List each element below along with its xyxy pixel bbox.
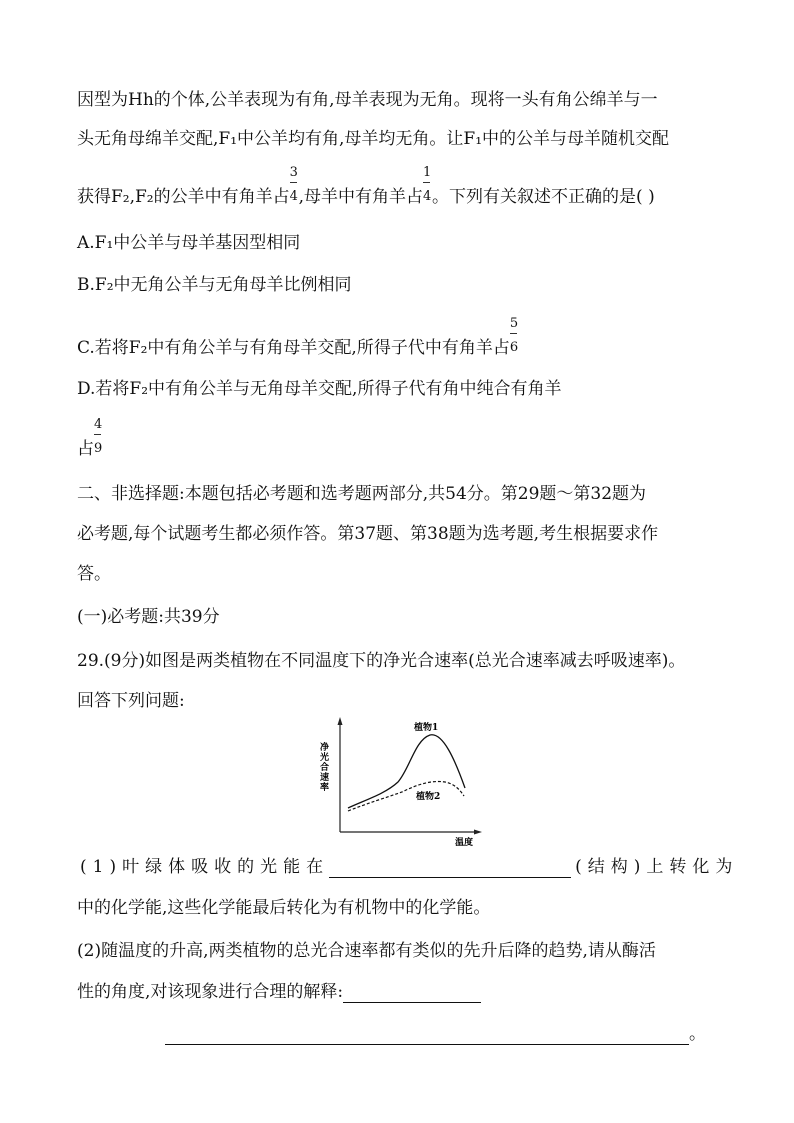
section2-line-3: 答。 (77, 564, 111, 584)
plant1-label: 植物1 (414, 723, 439, 733)
option-a: A.F₁中公羊与母羊基因型相同 (77, 233, 301, 253)
plant2-label: 植物2 (416, 792, 441, 802)
section2-line-2: 必考题,每个试题考生都必须作答。第37题、第38题为选考题,考生根据要求作 (77, 524, 659, 544)
fraction-one-quarter: $\frac{1}{4}$ (423, 165, 432, 204)
q29-part2-line-3: 。 (165, 1023, 706, 1045)
option-d: D.若将F₂中有角公羊与无角母羊交配,所得子代有角中纯合有角羊 (77, 379, 562, 399)
xlabel: 温度 (455, 838, 474, 848)
photosynthesis-temperature-figure (310, 712, 495, 852)
q29-part1-line-1: (1)叶绿体吸收的光能在 (结构)上转化为 (80, 857, 739, 877)
answer-blank-structure[interactable] (329, 859, 571, 878)
option-d-continued: 占 $\frac{4}{9}$ (77, 417, 103, 459)
q29-part2-line-1: (2)随温度的升高,两类植物的总光合速率都有类似的先升后降的趋势,请从酶活 (77, 941, 656, 961)
stem-text-c: 。下列有关叙述不正确的是( ) (432, 187, 655, 207)
fraction-three-quarters: $\frac{3}{4}$ (289, 165, 298, 204)
answer-blank-explanation-2[interactable] (165, 1026, 689, 1045)
q29-line-1: 29.(9分)如图是两类植物在不同温度下的净光合速率(总光合速率减去呼吸速率)。 (77, 651, 686, 671)
plant1-curve (348, 735, 465, 808)
question-stem-line-3 (77, 165, 655, 208)
ylabel-char-3: 合 (320, 763, 330, 773)
section2-subheading: (一)必考题:共39分 (77, 607, 220, 627)
stem-text-a: 获得F₂,F₂的公羊中有角羊占 (77, 187, 290, 207)
x-axis-arrow (474, 830, 482, 835)
q29-part1-line-2: 中的化学能,这些化学能最后转化为有机物中的化学能。 (77, 898, 491, 918)
ylabel-char-5: 率 (320, 783, 330, 793)
y-axis-arrow (338, 717, 343, 725)
fraction-five-sixths: $\frac{5}{6}$ (509, 316, 519, 355)
stem-text-b: ,母羊中有角羊占 (298, 187, 424, 207)
ylabel-char-2: 光 (320, 753, 330, 763)
plant2-curve (348, 781, 464, 811)
fraction-four-ninths: $\frac{4}{9}$ (94, 417, 103, 456)
section2-line-1: 二、非选择题:本题包括必考题和选考题两部分,共54分。第29题～第32题为 (77, 484, 647, 504)
question-stem-line-2: 头无角母绵羊交配,F₁中公羊均有角,母羊均无角。让F₁中的公羊与母羊随机交配 (77, 129, 670, 149)
ylabel-char-4: 速 (320, 773, 330, 783)
option-b: B.F₂中无角公羊与无角母羊比例相同 (77, 275, 352, 295)
ylabel-char-1: 净 (320, 743, 330, 753)
option-c: C.若将F₂中有角公羊与有角母羊交配,所得子代中有角羊占 $\frac{5}{6}$ (77, 316, 519, 358)
q29-part2-line-2: 性的角度,对该现象进行合理的解释: (77, 981, 481, 1003)
q29-line-2: 回答下列问题: (77, 691, 185, 711)
answer-blank-explanation-1[interactable] (343, 984, 481, 1003)
question-stem-line-1: 因型为Hh的个体,公羊表现为有角,母羊表现为无角。现将一头有角公绵羊与一 (77, 90, 658, 110)
